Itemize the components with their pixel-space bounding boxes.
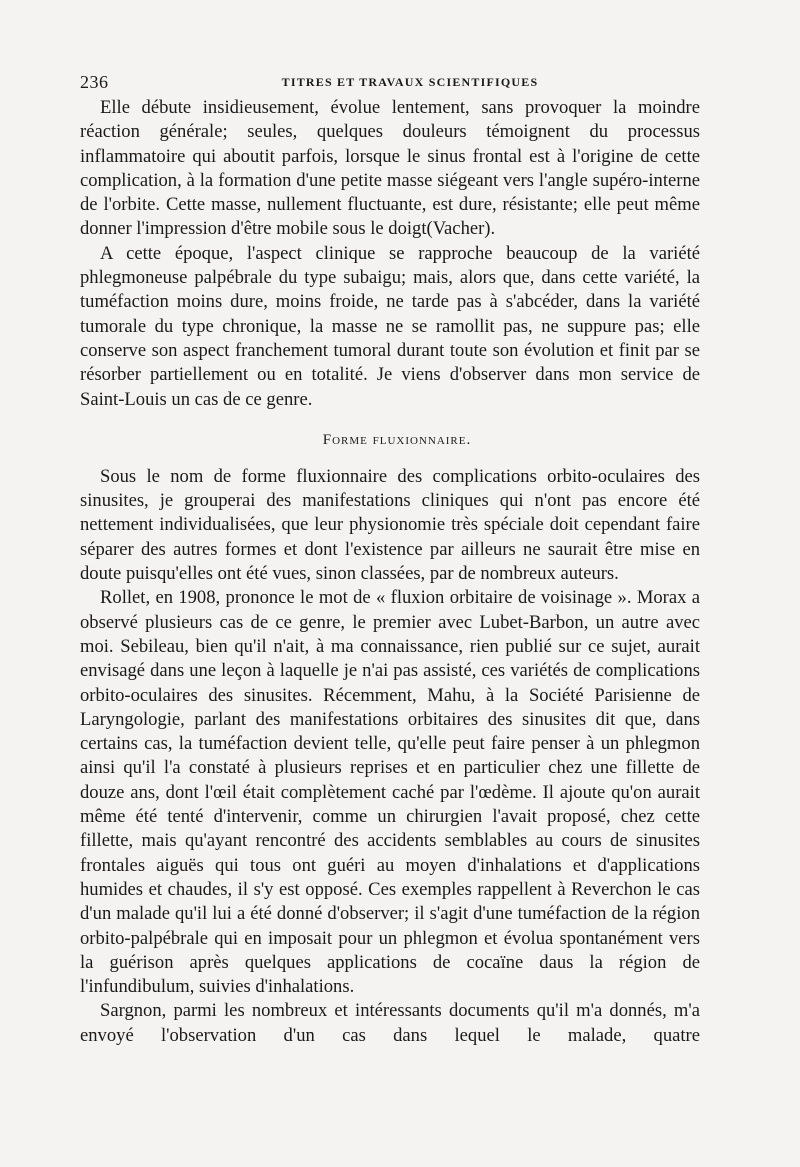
- paragraph-1: Elle débute insidieusement, évolue lentement, sans provoquer la moindre réaction générale; seules, quelques douleurs témoignent du processus inflammatoire qui aboutit parfois, lorsque le sinus frontal est à l'origine de cette complication, à la formation d'une petite masse siégeant vers l'angle supéro-interne de l'orbite. Cette masse, nullement fluctuante, est dure, résistante; elle peut même donner l'impression d'être mobile sous le doigt(Vacher).: [80, 97, 700, 240]
- page-number: 236: [80, 72, 109, 92]
- page: [80, 70, 700, 1048]
- paragraph-5: Sargnon, parmi les nombreux et intéressants documents qu'il m'a donnés, m'a envoyé l'observation d'un cas dans lequel le malade, quatre: [80, 1000, 700, 1046]
- running-head: [80, 70, 700, 94]
- paragraph-3: Sous le nom de forme fluxionnaire des complications orbito-oculaires des sinusites, je grouperai des manifestations cliniques qui n'ont pas encore été nettement individualisées, que leur physionomie très spéciale doit cependant faire séparer des autres formes et dont l'existence par ailleurs ne saurait être mise en doute puisqu'elles ont été vues, sinon classées, par de nombreux auteurs.: [80, 465, 700, 585]
- section-heading-text: Forme fluxionnaire.: [322, 431, 472, 448]
- paragraph-2: A cette époque, l'aspect clinique se rapproche beaucoup de la variété phlegmoneuse palpébrale du type subaigu; mais, alors que, dans cette variété, la tuméfaction moins dure, moins froide, ne tarde pas à s'abcéder, dans la variété tumorale du type chronique, la masse ne se ramollit pas, ne suppure pas; elle conserve son aspect franchement tumoral durant toute son évolution et finit par se résorber partiellement ou en totalité. Je viens d'observer dans mon service de Saint-Louis un cas de ce genre.: [80, 242, 700, 410]
- running-title: TITRES ET TRAVAUX SCIENTIFIQUES: [281, 75, 539, 89]
- paragraph-4: Rollet, en 1908, prononce le mot de « fluxion orbitaire de voisinage ». Morax a observé plusieurs cas de ce genre, le premier avec Lubet-Barbon, un autre avec moi. Sebileau, bien qu'il n'ait, à ma connaissance, rien publié sur ce sujet, aurait envisagé dans une leçon à laquelle je n'ai pas assisté, ces variétés de complications orbito-oculaires des sinusites. Récemment, Mahu, à la Société Parisienne de Laryngologie, parlant des manifestations orbitaires des sinusites dit que, dans certains cas, la tuméfaction devient telle, qu'elle peut faire penser à un phlegmon ainsi qu'il l'a constaté à plusieurs reprises et en particulier chez une fillette de douze ans, dont l'œil était complètement caché par l'œdème. Il ajoute qu'on aurait même été tenté d'intervenir, comme un chirurgien l'avait proposé, chez cette fillette, mais qu'ayant rencontré des accidents semblables au cours de sinusites frontales aiguës qui tous ont guéri au moyen d'inhalations et d'applications humides et chaudes, il s'y est opposé. Ces exemples rappellent à Reverchon le cas d'un malade qu'il lui a été donné d'observer; il s'agit d'une tuméfaction de la région orbito-palpébrale qui en imposait pour un phlegmon et évolua spontanément vers la guérison après quelques applications de cocaïne daus la région de l'infundibulum, suivies d'inhalations.: [80, 587, 700, 998]
- section-heading: [80, 432, 700, 449]
